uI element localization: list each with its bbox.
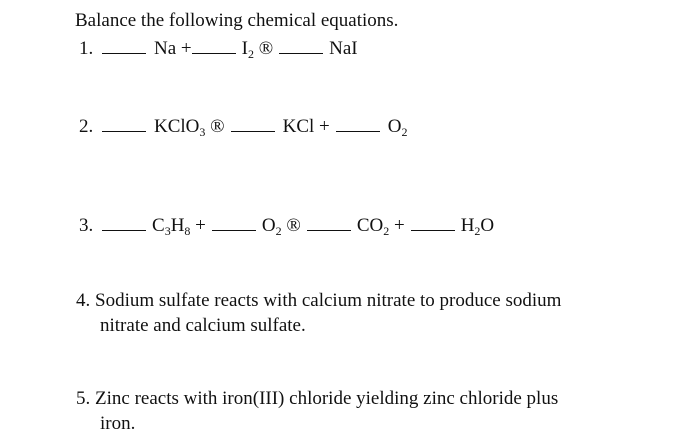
subscript: 2 xyxy=(275,224,282,238)
word-problem-4 xyxy=(76,288,561,338)
reactant-c3h8-part2: H xyxy=(170,215,185,236)
plus-symbol: + xyxy=(190,215,206,236)
reactant-kclo3: KClO xyxy=(154,116,200,137)
answer-blank[interactable] xyxy=(411,215,455,231)
reactant-c3h8: C xyxy=(152,215,165,236)
product-co2: CO xyxy=(356,215,384,236)
equation-number: 3. xyxy=(79,215,94,236)
product-h2o: H xyxy=(460,215,475,236)
subscript: 2 xyxy=(247,47,254,61)
subscript: 2 xyxy=(383,224,390,238)
answer-blank[interactable] xyxy=(102,116,146,132)
answer-blank[interactable] xyxy=(307,215,351,231)
equation-3 xyxy=(79,215,494,237)
equation-number: 2. xyxy=(79,116,94,137)
problem-text-line2: iron. xyxy=(100,413,136,434)
product-h2o-part2: O xyxy=(480,215,495,236)
worksheet-title: Balance the following chemical equations. xyxy=(75,10,399,31)
product-kcl: KCl + xyxy=(282,116,330,137)
plus-symbol: + xyxy=(389,215,405,236)
reaction-arrow-symbol: ® xyxy=(253,38,274,59)
product-nai: NaI xyxy=(329,38,358,59)
answer-blank[interactable] xyxy=(192,38,236,54)
subscript: 2 xyxy=(474,224,481,238)
answer-blank[interactable] xyxy=(212,215,256,231)
subscript: 2 xyxy=(401,125,408,139)
word-problem-5 xyxy=(76,386,558,436)
answer-blank[interactable] xyxy=(279,38,323,54)
subscript: 3 xyxy=(199,125,206,139)
subscript: 3 xyxy=(164,224,171,238)
reactant-o2: O xyxy=(261,215,276,236)
problem-text-line2: nitrate and calcium sulfate. xyxy=(100,315,306,336)
equation-number: 1. xyxy=(79,38,94,59)
product-o2: O xyxy=(387,116,402,137)
reactant-na: Na + xyxy=(154,38,192,59)
problem-number: 5. xyxy=(76,388,91,409)
problem-text-line1: Zinc reacts with iron(III) chloride yielding zinc chloride plus xyxy=(95,388,559,409)
equation-1 xyxy=(79,38,358,60)
problem-number: 4. xyxy=(76,290,91,311)
reaction-arrow-symbol: ® xyxy=(205,116,225,137)
equation-2 xyxy=(79,116,407,138)
subscript: 8 xyxy=(184,224,191,238)
answer-blank[interactable] xyxy=(102,38,146,54)
reactant-i: I xyxy=(241,38,248,59)
answer-blank[interactable] xyxy=(336,116,380,132)
problem-text-line1: Sodium sulfate reacts with calcium nitrate to produce sodium xyxy=(95,290,562,311)
answer-blank[interactable] xyxy=(231,116,275,132)
reaction-arrow-symbol: ® xyxy=(281,215,301,236)
answer-blank[interactable] xyxy=(102,215,146,231)
